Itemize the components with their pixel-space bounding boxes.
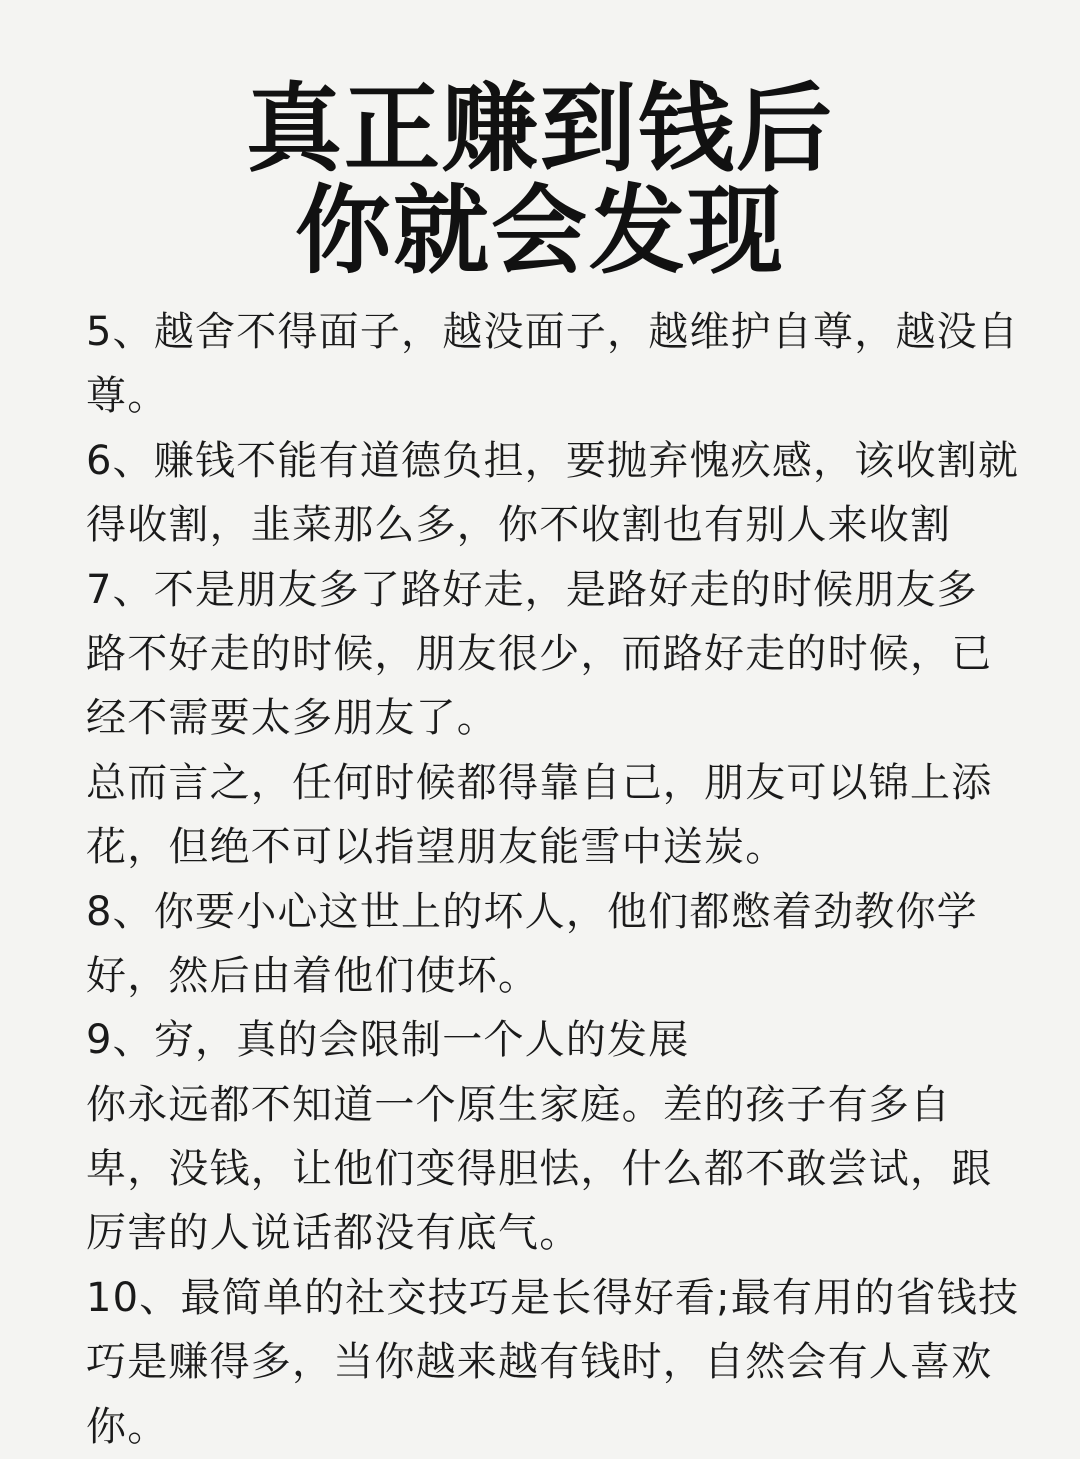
- text-line: 总而言之，任何时候都得靠自己，朋友可以锦上添: [86, 759, 993, 806]
- text-line: 尊。: [86, 373, 169, 420]
- text-line: 你永远都不知道一个原生家庭。差的孩子有多自: [86, 1081, 952, 1128]
- title-line-1: 真正赚到钱后: [246, 73, 834, 185]
- text-line: 5、越舍不得面子，越没面子，越维护自尊，越没自: [86, 309, 1020, 355]
- page-title: [0, 73, 1080, 287]
- text-line: 7、不是朋友多了路好走，是路好走的时候朋友多: [86, 566, 978, 613]
- text-line: 卑，没钱，让他们变得胆怯，什么都不敢尝试，跟: [86, 1146, 993, 1193]
- text-line: 厉害的人说话都没有底气。: [86, 1210, 581, 1257]
- text-line: 8、你要小心这世上的坏人，他们都憋着劲教你学: [86, 888, 978, 935]
- text-line: 得收割，韭菜那么多，你不收割也有别人来收割: [86, 502, 952, 549]
- text-line: 经不需要太多朋友了。: [86, 695, 498, 742]
- article-body: [86, 300, 1046, 1459]
- text-line: 9、穷，真的会限制一个人的发展: [86, 1017, 690, 1064]
- text-line: 花，但绝不可以指望朋友能雪中送炭。: [86, 824, 787, 871]
- text-line: 10、最简单的社交技巧是长得好看;最有用的省钱技: [86, 1274, 1020, 1321]
- text-line: 你。: [86, 1403, 169, 1450]
- text-line: 好，然后由着他们使坏。: [86, 952, 540, 999]
- text-line: 6、赚钱不能有道德负担，要抛弃愧疚感，该收割就: [86, 437, 1020, 484]
- text-line: 路不好走的时候，朋友很少，而路好走的时候，已: [86, 630, 993, 677]
- text-line: 巧是赚得多，当你越来越有钱时，自然会有人喜欢: [86, 1339, 993, 1386]
- title-line-2: 你就会发现: [295, 175, 785, 287]
